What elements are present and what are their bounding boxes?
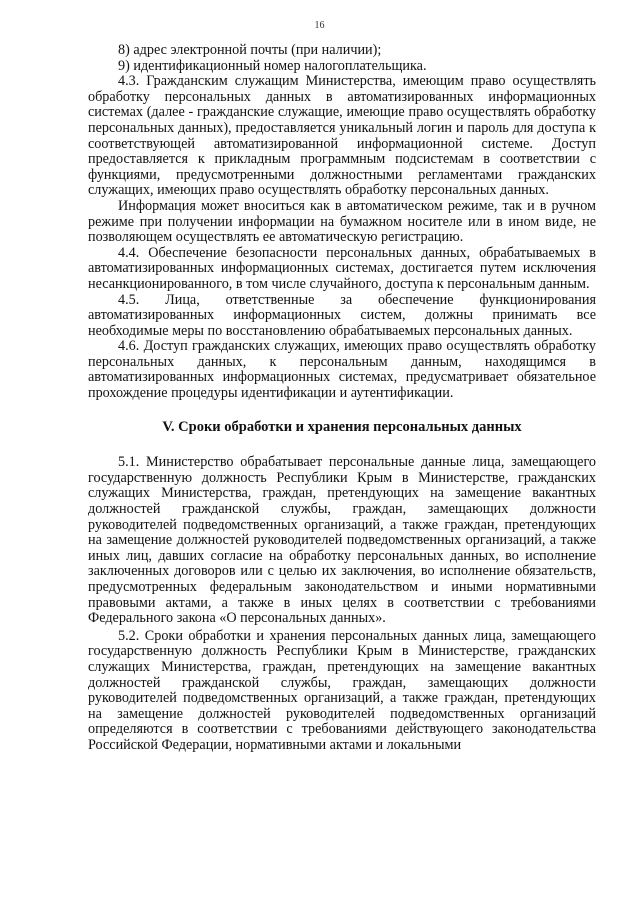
section-heading: V. Сроки обработки и хранения персональных данных [162,418,522,435]
paragraph-information: Информация может вноситься как в автоматическом режиме, так и в ручном режиме при получении информации на бумажном носителе или в ином виде, не позволяющем осуществлять ее автоматическую регистрацию. [88,197,596,246]
paragraph-4-4: 4.4. Обеспечение безопасности персональных данных, обрабатываемых в автоматизированных информационных системах, достигается путем исключения несанкционированного, в том числе случайного, доступа к персональным данным. [88,244,596,292]
paragraph-4-6: 4.6. Доступ гражданских служащих, имеющих право осуществлять обработку персональных данных, к персональным данным, находящимся в автоматизированных информационных системах, предусматривает обязательное прохождение процедуры идентификации и аутентификации. [88,338,596,402]
paragraph-5-1: 5.1. Министерство обрабатывает персональные данные лица, замещающего государственную должность Республики Крым в Министерстве, гражданских служащих Министерства, граждан, претендующих на замещение вакантных должностей гражданской службы, граждан, замещающих должности руководителей подведомственных организаций, а также граждан, претендующих на замещение должностей руководителей подведомственных организаций, а также иных лиц, давших согласие на обработку персональных данных, во исполнение заключенных договоров или с целью их заключения, во исполнение обязательств, предусмотренных федеральным законодательством и иными нормативными правовыми актами, а также в иных целях в соответствии с требованиями Федерального закона «О персональных данных». [88,454,596,627]
paragraph-5-2: 5.2. Сроки обработки и хранения персональных данных лица, замещающего государственную должность Республики Крым в Министерстве, гражданских служащих Министерства, граждан, претендующих на замещение вакантных должностей гражданской службы, граждан, замещающих должности руководителей подведомственных организаций, а также граждан, претендующих на замещение должностей руководителей подведомственных организаций определяются в соответствии с требованиями действующего законодательства Российской Федерации, нормативными актами и локальными [88,627,596,753]
list-item: 9) идентификационный номер налогоплательщика. [118,57,427,74]
page-number: 16 [314,20,325,31]
list-item: 8) адрес электронной почты (при наличии); [118,42,382,58]
document-body [88,43,596,754]
paragraph-4-3: 4.3. Гражданским служащим Министерства, имеющим право осуществлять обработку персональных данных в автоматизированных информационных системах (далее - гражданские служащие, имеющие право осуществлять обработку персональных данных), предоставляется уникальный логин и пароль для доступа к соответствующей автоматизированной информационной системе. Доступ предоставляется к прикладным программным подсистемам в соответствии с функциями, предусмотренными должностными регламентами гражданских служащих, имеющих право осуществлять обработку персональных данных. [88,73,596,199]
paragraph-4-5: 4.5. Лица, ответственные за обеспечение функционирования автоматизированных информационных систем, должны принимать все необходимые меры по восстановлению обрабатываемых персональных данных. [88,291,596,339]
